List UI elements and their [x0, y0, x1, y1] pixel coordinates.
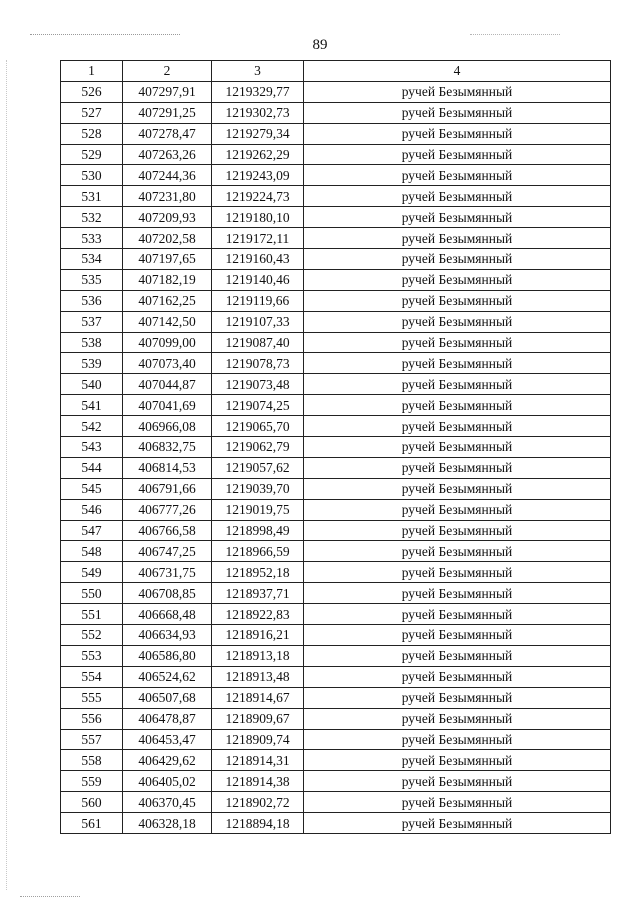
point-number-cell: 527 — [61, 102, 123, 123]
point-number-cell: 541 — [61, 395, 123, 416]
object-name-cell: ручей Безымянный — [304, 729, 611, 750]
point-number-cell: 538 — [61, 332, 123, 353]
point-number-cell: 534 — [61, 249, 123, 270]
object-name-cell: ручей Безымянный — [304, 583, 611, 604]
table-body — [61, 81, 611, 833]
coord-x-cell: 406370,45 — [123, 792, 212, 813]
point-number-cell: 558 — [61, 750, 123, 771]
header-row — [61, 61, 611, 82]
table-row — [61, 583, 611, 604]
scan-artifact-top-left — [30, 34, 180, 35]
coord-y-cell: 1218914,31 — [212, 750, 304, 771]
coord-y-cell: 1218894,18 — [212, 813, 304, 834]
object-name-cell: ручей Безымянный — [304, 102, 611, 123]
object-name-cell: ручей Безымянный — [304, 604, 611, 625]
object-name-cell: ручей Безымянный — [304, 437, 611, 458]
coord-y-cell: 1218909,67 — [212, 708, 304, 729]
coordinates-table — [60, 60, 611, 834]
coord-x-cell: 406328,18 — [123, 813, 212, 834]
point-number-cell: 555 — [61, 687, 123, 708]
coord-y-cell: 1219224,73 — [212, 186, 304, 207]
object-name-cell: ручей Безымянный — [304, 207, 611, 228]
coord-x-cell: 406668,48 — [123, 604, 212, 625]
coord-x-cell: 406814,53 — [123, 457, 212, 478]
coord-y-cell: 1219057,62 — [212, 457, 304, 478]
coord-y-cell: 1219172,11 — [212, 228, 304, 249]
coord-x-cell: 407197,65 — [123, 249, 212, 270]
point-number-cell: 550 — [61, 583, 123, 604]
point-number-cell: 542 — [61, 416, 123, 437]
coord-y-cell: 1219087,40 — [212, 332, 304, 353]
table-row — [61, 687, 611, 708]
object-name-cell: ручей Безымянный — [304, 499, 611, 520]
table-row — [61, 102, 611, 123]
object-name-cell: ручей Безымянный — [304, 562, 611, 583]
coord-x-cell: 406777,26 — [123, 499, 212, 520]
object-name-cell: ручей Безымянный — [304, 81, 611, 102]
coord-x-cell: 407209,93 — [123, 207, 212, 228]
object-name-cell: ручей Безымянный — [304, 520, 611, 541]
table-row — [61, 144, 611, 165]
point-number-cell: 557 — [61, 729, 123, 750]
coord-x-cell: 406708,85 — [123, 583, 212, 604]
coord-x-cell: 406478,87 — [123, 708, 212, 729]
point-number-cell: 526 — [61, 81, 123, 102]
coord-x-cell: 406634,93 — [123, 625, 212, 646]
coord-y-cell: 1218909,74 — [212, 729, 304, 750]
table-row — [61, 332, 611, 353]
coord-x-cell: 406586,80 — [123, 645, 212, 666]
table-row — [61, 541, 611, 562]
coord-x-cell: 407099,00 — [123, 332, 212, 353]
coord-x-cell: 406507,68 — [123, 687, 212, 708]
table-row — [61, 437, 611, 458]
object-name-cell: ручей Безымянный — [304, 416, 611, 437]
object-name-cell: ручей Безымянный — [304, 750, 611, 771]
table-row — [61, 645, 611, 666]
table-row — [61, 625, 611, 646]
coord-y-cell: 1219243,09 — [212, 165, 304, 186]
table-row — [61, 562, 611, 583]
table-row — [61, 520, 611, 541]
page-number: 89 — [312, 37, 328, 53]
point-number-cell: 539 — [61, 353, 123, 374]
object-name-cell: ручей Безымянный — [304, 228, 611, 249]
coord-y-cell: 1218952,18 — [212, 562, 304, 583]
point-number-cell: 547 — [61, 520, 123, 541]
object-name-cell: ручей Безымянный — [304, 186, 611, 207]
point-number-cell: 553 — [61, 645, 123, 666]
point-number-cell: 529 — [61, 144, 123, 165]
coord-x-cell: 407073,40 — [123, 353, 212, 374]
table-row — [61, 604, 611, 625]
point-number-cell: 559 — [61, 771, 123, 792]
point-number-cell: 546 — [61, 499, 123, 520]
coord-y-cell: 1219329,77 — [212, 81, 304, 102]
header-col-4: 4 — [304, 61, 611, 82]
object-name-cell: ручей Безымянный — [304, 645, 611, 666]
point-number-cell: 533 — [61, 228, 123, 249]
point-number-cell: 552 — [61, 625, 123, 646]
coord-x-cell: 407142,50 — [123, 311, 212, 332]
coord-y-cell: 1219078,73 — [212, 353, 304, 374]
table-row — [61, 353, 611, 374]
coord-y-cell: 1219039,70 — [212, 478, 304, 499]
point-number-cell: 536 — [61, 290, 123, 311]
table-row — [61, 771, 611, 792]
coord-x-cell: 406766,58 — [123, 520, 212, 541]
object-name-cell: ручей Безымянный — [304, 249, 611, 270]
point-number-cell: 528 — [61, 123, 123, 144]
coord-x-cell: 406405,02 — [123, 771, 212, 792]
object-name-cell: ручей Безымянный — [304, 771, 611, 792]
coord-y-cell: 1219107,33 — [212, 311, 304, 332]
point-number-cell: 544 — [61, 457, 123, 478]
coord-y-cell: 1219180,10 — [212, 207, 304, 228]
table-row — [61, 311, 611, 332]
coord-x-cell: 406524,62 — [123, 666, 212, 687]
coord-y-cell: 1218913,18 — [212, 645, 304, 666]
coord-y-cell: 1218902,72 — [212, 792, 304, 813]
point-number-cell: 543 — [61, 437, 123, 458]
point-number-cell: 532 — [61, 207, 123, 228]
object-name-cell: ручей Безымянный — [304, 269, 611, 290]
table-row — [61, 269, 611, 290]
table-row — [61, 290, 611, 311]
table-header — [61, 61, 611, 82]
object-name-cell: ручей Безымянный — [304, 457, 611, 478]
table-row — [61, 374, 611, 395]
coord-x-cell: 406453,47 — [123, 729, 212, 750]
point-number-cell: 540 — [61, 374, 123, 395]
point-number-cell: 551 — [61, 604, 123, 625]
table-row — [61, 416, 611, 437]
point-number-cell: 549 — [61, 562, 123, 583]
coord-y-cell: 1219279,34 — [212, 123, 304, 144]
table-row — [61, 165, 611, 186]
point-number-cell: 556 — [61, 708, 123, 729]
point-number-cell: 537 — [61, 311, 123, 332]
coord-y-cell: 1219302,73 — [212, 102, 304, 123]
header-col-1: 1 — [61, 61, 123, 82]
coord-y-cell: 1219119,66 — [212, 290, 304, 311]
table-row — [61, 666, 611, 687]
table-row — [61, 708, 611, 729]
object-name-cell: ручей Безымянный — [304, 374, 611, 395]
coord-y-cell: 1219065,70 — [212, 416, 304, 437]
coord-y-cell: 1218913,48 — [212, 666, 304, 687]
object-name-cell: ручей Безымянный — [304, 478, 611, 499]
coord-y-cell: 1218922,83 — [212, 604, 304, 625]
object-name-cell: ручей Безымянный — [304, 165, 611, 186]
table-row — [61, 395, 611, 416]
table-row — [61, 729, 611, 750]
coord-y-cell: 1219140,46 — [212, 269, 304, 290]
coord-y-cell: 1218937,71 — [212, 583, 304, 604]
point-number-cell: 531 — [61, 186, 123, 207]
coord-y-cell: 1219062,79 — [212, 437, 304, 458]
coord-x-cell: 407162,25 — [123, 290, 212, 311]
point-number-cell: 535 — [61, 269, 123, 290]
coord-x-cell: 407297,91 — [123, 81, 212, 102]
point-number-cell: 548 — [61, 541, 123, 562]
object-name-cell: ручей Безымянный — [304, 708, 611, 729]
coord-y-cell: 1218914,38 — [212, 771, 304, 792]
table-row — [61, 228, 611, 249]
table-row — [61, 750, 611, 771]
coord-x-cell: 407182,19 — [123, 269, 212, 290]
coord-x-cell: 407244,36 — [123, 165, 212, 186]
table-row — [61, 499, 611, 520]
coord-x-cell: 406791,66 — [123, 478, 212, 499]
coord-x-cell: 406429,62 — [123, 750, 212, 771]
coord-x-cell: 407231,80 — [123, 186, 212, 207]
coord-x-cell: 406747,25 — [123, 541, 212, 562]
scan-artifact-left-edge — [6, 60, 7, 890]
coord-x-cell: 407263,26 — [123, 144, 212, 165]
point-number-cell: 561 — [61, 813, 123, 834]
coord-y-cell: 1219262,29 — [212, 144, 304, 165]
coord-x-cell: 407202,58 — [123, 228, 212, 249]
header-col-2: 2 — [123, 61, 212, 82]
coord-x-cell: 407291,25 — [123, 102, 212, 123]
point-number-cell: 560 — [61, 792, 123, 813]
object-name-cell: ручей Безымянный — [304, 625, 611, 646]
coord-x-cell: 406832,75 — [123, 437, 212, 458]
table-row — [61, 207, 611, 228]
object-name-cell: ручей Безымянный — [304, 687, 611, 708]
table-row — [61, 186, 611, 207]
coord-y-cell: 1218966,59 — [212, 541, 304, 562]
table-row — [61, 478, 611, 499]
point-number-cell: 530 — [61, 165, 123, 186]
coord-x-cell: 407278,47 — [123, 123, 212, 144]
coord-y-cell: 1218916,21 — [212, 625, 304, 646]
point-number-cell: 554 — [61, 666, 123, 687]
coord-x-cell: 406731,75 — [123, 562, 212, 583]
coord-y-cell: 1218998,49 — [212, 520, 304, 541]
scan-artifact-bottom — [20, 896, 80, 897]
coord-y-cell: 1218914,67 — [212, 687, 304, 708]
object-name-cell: ручей Безымянный — [304, 541, 611, 562]
coord-y-cell: 1219160,43 — [212, 249, 304, 270]
object-name-cell: ручей Безымянный — [304, 144, 611, 165]
coord-x-cell: 406966,08 — [123, 416, 212, 437]
table-row — [61, 813, 611, 834]
object-name-cell: ручей Безымянный — [304, 290, 611, 311]
object-name-cell: ручей Безымянный — [304, 123, 611, 144]
table-row — [61, 249, 611, 270]
coord-y-cell: 1219019,75 — [212, 499, 304, 520]
object-name-cell: ручей Безымянный — [304, 311, 611, 332]
table-row — [61, 123, 611, 144]
table-row — [61, 81, 611, 102]
header-col-3: 3 — [212, 61, 304, 82]
coord-x-cell: 407041,69 — [123, 395, 212, 416]
object-name-cell: ручей Безымянный — [304, 792, 611, 813]
object-name-cell: ручей Безымянный — [304, 813, 611, 834]
point-number-cell: 545 — [61, 478, 123, 499]
coord-y-cell: 1219074,25 — [212, 395, 304, 416]
object-name-cell: ручей Безымянный — [304, 353, 611, 374]
object-name-cell: ручей Безымянный — [304, 666, 611, 687]
coord-x-cell: 407044,87 — [123, 374, 212, 395]
table-row — [61, 457, 611, 478]
coord-y-cell: 1219073,48 — [212, 374, 304, 395]
object-name-cell: ручей Безымянный — [304, 332, 611, 353]
scan-artifact-top-right — [470, 34, 560, 35]
object-name-cell: ручей Безымянный — [304, 395, 611, 416]
table-row — [61, 792, 611, 813]
